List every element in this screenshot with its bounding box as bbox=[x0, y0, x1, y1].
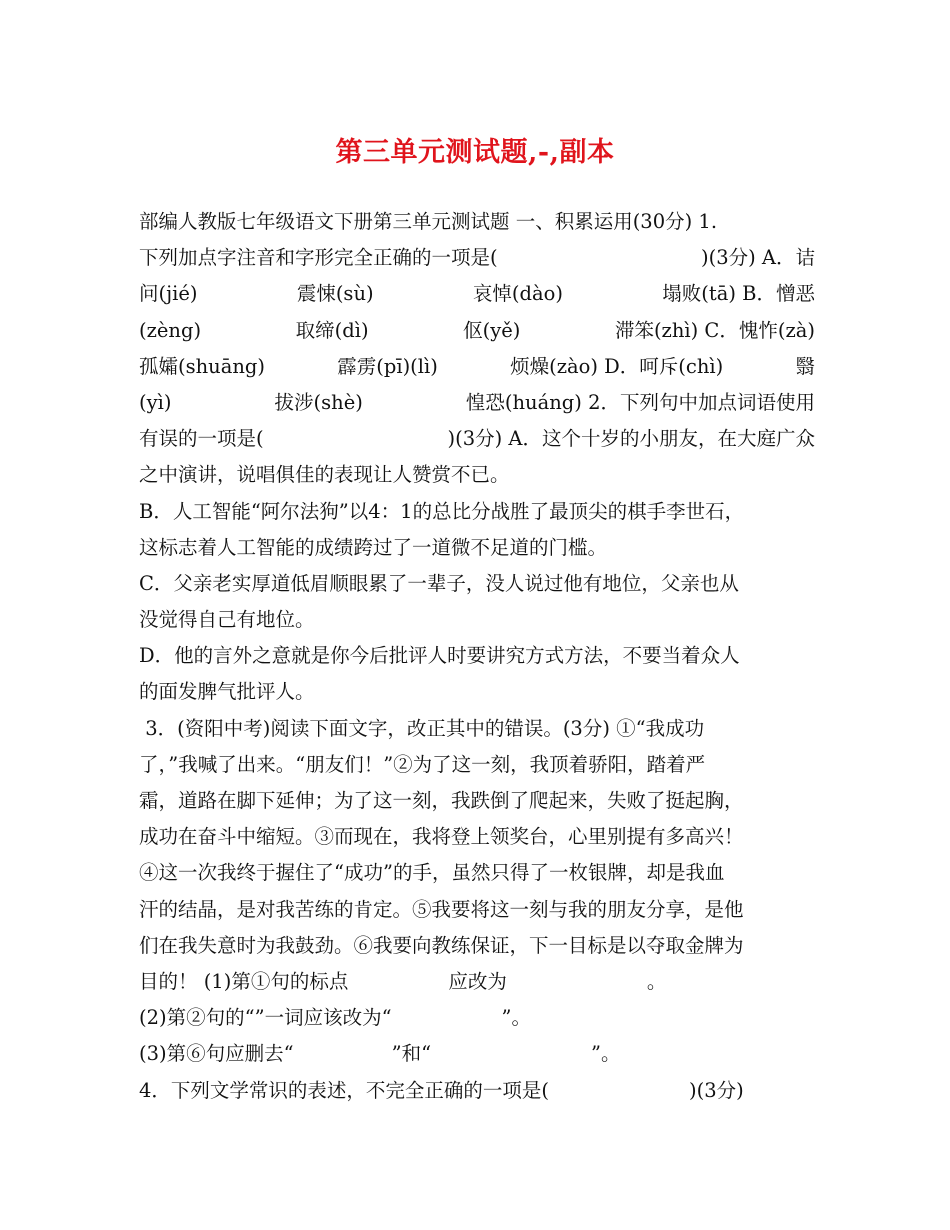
text-segment: ”一词应该改为“ bbox=[254, 1006, 392, 1030]
text-line bbox=[139, 423, 815, 459]
text-segment: (yì) bbox=[139, 390, 172, 414]
text-line bbox=[139, 1002, 815, 1038]
text-segment: 伛(yě) bbox=[463, 318, 521, 342]
text-segment: 应改为 bbox=[448, 969, 507, 993]
text-line bbox=[139, 930, 815, 966]
text-segment: ”。 bbox=[591, 1042, 621, 1066]
document-title: 第三单元测试题,-,副本 bbox=[335, 137, 615, 168]
text-segment: 们在我失意时为我鼓劲。⑥我要向教练保证，下一目标是以夺取金牌为 bbox=[139, 933, 744, 957]
text-segment: B．人工智能“阿尔法狗”以4：1的总比分战胜了最顶尖的棋手李世石， bbox=[139, 499, 745, 523]
text-segment: 惶恐(huáng) 2．下列句中加点词语使用 bbox=[465, 390, 815, 414]
text-line bbox=[139, 604, 815, 640]
text-line bbox=[139, 206, 815, 242]
text-line bbox=[139, 640, 815, 676]
text-segment: )(3分) A．这个十岁的小朋友，在大庭广众 bbox=[447, 427, 815, 451]
text-line bbox=[139, 315, 815, 351]
text-segment: )(3分) bbox=[689, 1078, 744, 1102]
text-line bbox=[139, 568, 815, 604]
text-segment: 这标志着人工智能的成绩跨过了一道微不足道的门槛。 bbox=[139, 535, 608, 559]
text-segment: 3．(资阳中考)阅读下面文字，改正其中的错误。(3分) ①“我成功 bbox=[139, 716, 705, 740]
text-segment: 霹雳(pī)(lì) bbox=[337, 354, 438, 378]
text-segment: )(3分) A．诘 bbox=[700, 246, 815, 270]
text-segment: 部编人教版七年级语文下册第三单元测试题 一、积累运用(30分) 1. bbox=[139, 210, 718, 233]
text-segment: (3)第⑥句应删去“ bbox=[139, 1042, 294, 1066]
text-segment: (2)第②句的“ bbox=[139, 1006, 255, 1030]
text-segment: 霜，道路在脚下延伸；为了这一刻，我跌倒了爬起来，失败了挺起胸， bbox=[139, 789, 744, 812]
text-line bbox=[139, 821, 815, 857]
text-segment: ④这一次我终于握住了“成功”的手，虽然只得了一枚银牌，却是我血 bbox=[139, 861, 725, 885]
text-segment: ”和“ bbox=[391, 1042, 432, 1066]
text-segment: 孤孀(shuāng) bbox=[139, 354, 266, 378]
text-segment: 滞笨(zhì) C．愧怍(zà) bbox=[614, 318, 815, 342]
text-segment: 震悚(sù) bbox=[296, 282, 374, 306]
text-line bbox=[139, 532, 815, 568]
text-line bbox=[139, 894, 815, 930]
text-line bbox=[139, 1038, 815, 1074]
text-segment: 下列加点字注音和字形完全正确的一项是( bbox=[139, 246, 498, 270]
text-line bbox=[139, 351, 815, 387]
text-segment: 之中演讲，说唱俱佳的表现让人赞赏不已。 bbox=[139, 463, 510, 487]
text-segment: 4．下列文学常识的表述，不完全正确的一项是( bbox=[139, 1078, 550, 1102]
text-line bbox=[139, 676, 815, 712]
text-segment: ”。 bbox=[501, 1006, 532, 1030]
text-line bbox=[139, 785, 815, 821]
document-body bbox=[139, 206, 815, 1111]
text-line bbox=[139, 496, 815, 532]
text-segment: (zèng) bbox=[139, 318, 202, 342]
text-line bbox=[139, 749, 815, 785]
text-segment: 目的！ (1)第①句的标点 bbox=[139, 969, 349, 993]
text-line bbox=[139, 966, 815, 1002]
text-line bbox=[139, 278, 815, 314]
text-line bbox=[139, 1075, 815, 1111]
text-segment: 塌败(tā) B．憎恶 bbox=[662, 282, 815, 306]
text-segment: 汗的结晶，是对我苦练的肯定。⑤我要将这一刻与我的朋友分享，是他 bbox=[139, 897, 744, 921]
text-segment: 哀悼(dào) bbox=[472, 282, 563, 306]
text-segment: 翳 bbox=[795, 354, 815, 378]
text-line bbox=[139, 459, 815, 495]
text-segment: 成功在奋斗中缩短。③而现在，我将登上领奖台，心里别提有多高兴！ bbox=[139, 825, 744, 849]
text-segment: 了，”我喊了出来。“朋友们！”②为了这一刻，我顶着骄阳，踏着严 bbox=[139, 752, 706, 776]
text-segment: 有误的一项是( bbox=[139, 427, 264, 451]
text-segment: 取缔(dì) bbox=[295, 318, 369, 342]
text-segment: 的面发脾气批评人。 bbox=[139, 680, 315, 704]
text-line bbox=[139, 857, 815, 893]
text-segment: 拔涉(shè) bbox=[274, 390, 363, 414]
text-segment: 烦燥(zào) D．呵斥(chì) bbox=[510, 354, 724, 378]
text-line bbox=[139, 242, 815, 278]
text-segment: 没觉得自己有地位。 bbox=[139, 608, 315, 632]
text-line bbox=[139, 387, 815, 423]
text-segment: D．他的言外之意就是你今后批评人时要讲究方式方法，不要当着众人 bbox=[139, 644, 740, 668]
text-segment: 问(jié) bbox=[139, 282, 198, 306]
text-line bbox=[139, 713, 815, 749]
text-segment: C．父亲老实厚道低眉顺眼累了一辈子，没人说过他有地位，父亲也从 bbox=[139, 571, 739, 595]
text-segment: 。 bbox=[646, 969, 667, 993]
